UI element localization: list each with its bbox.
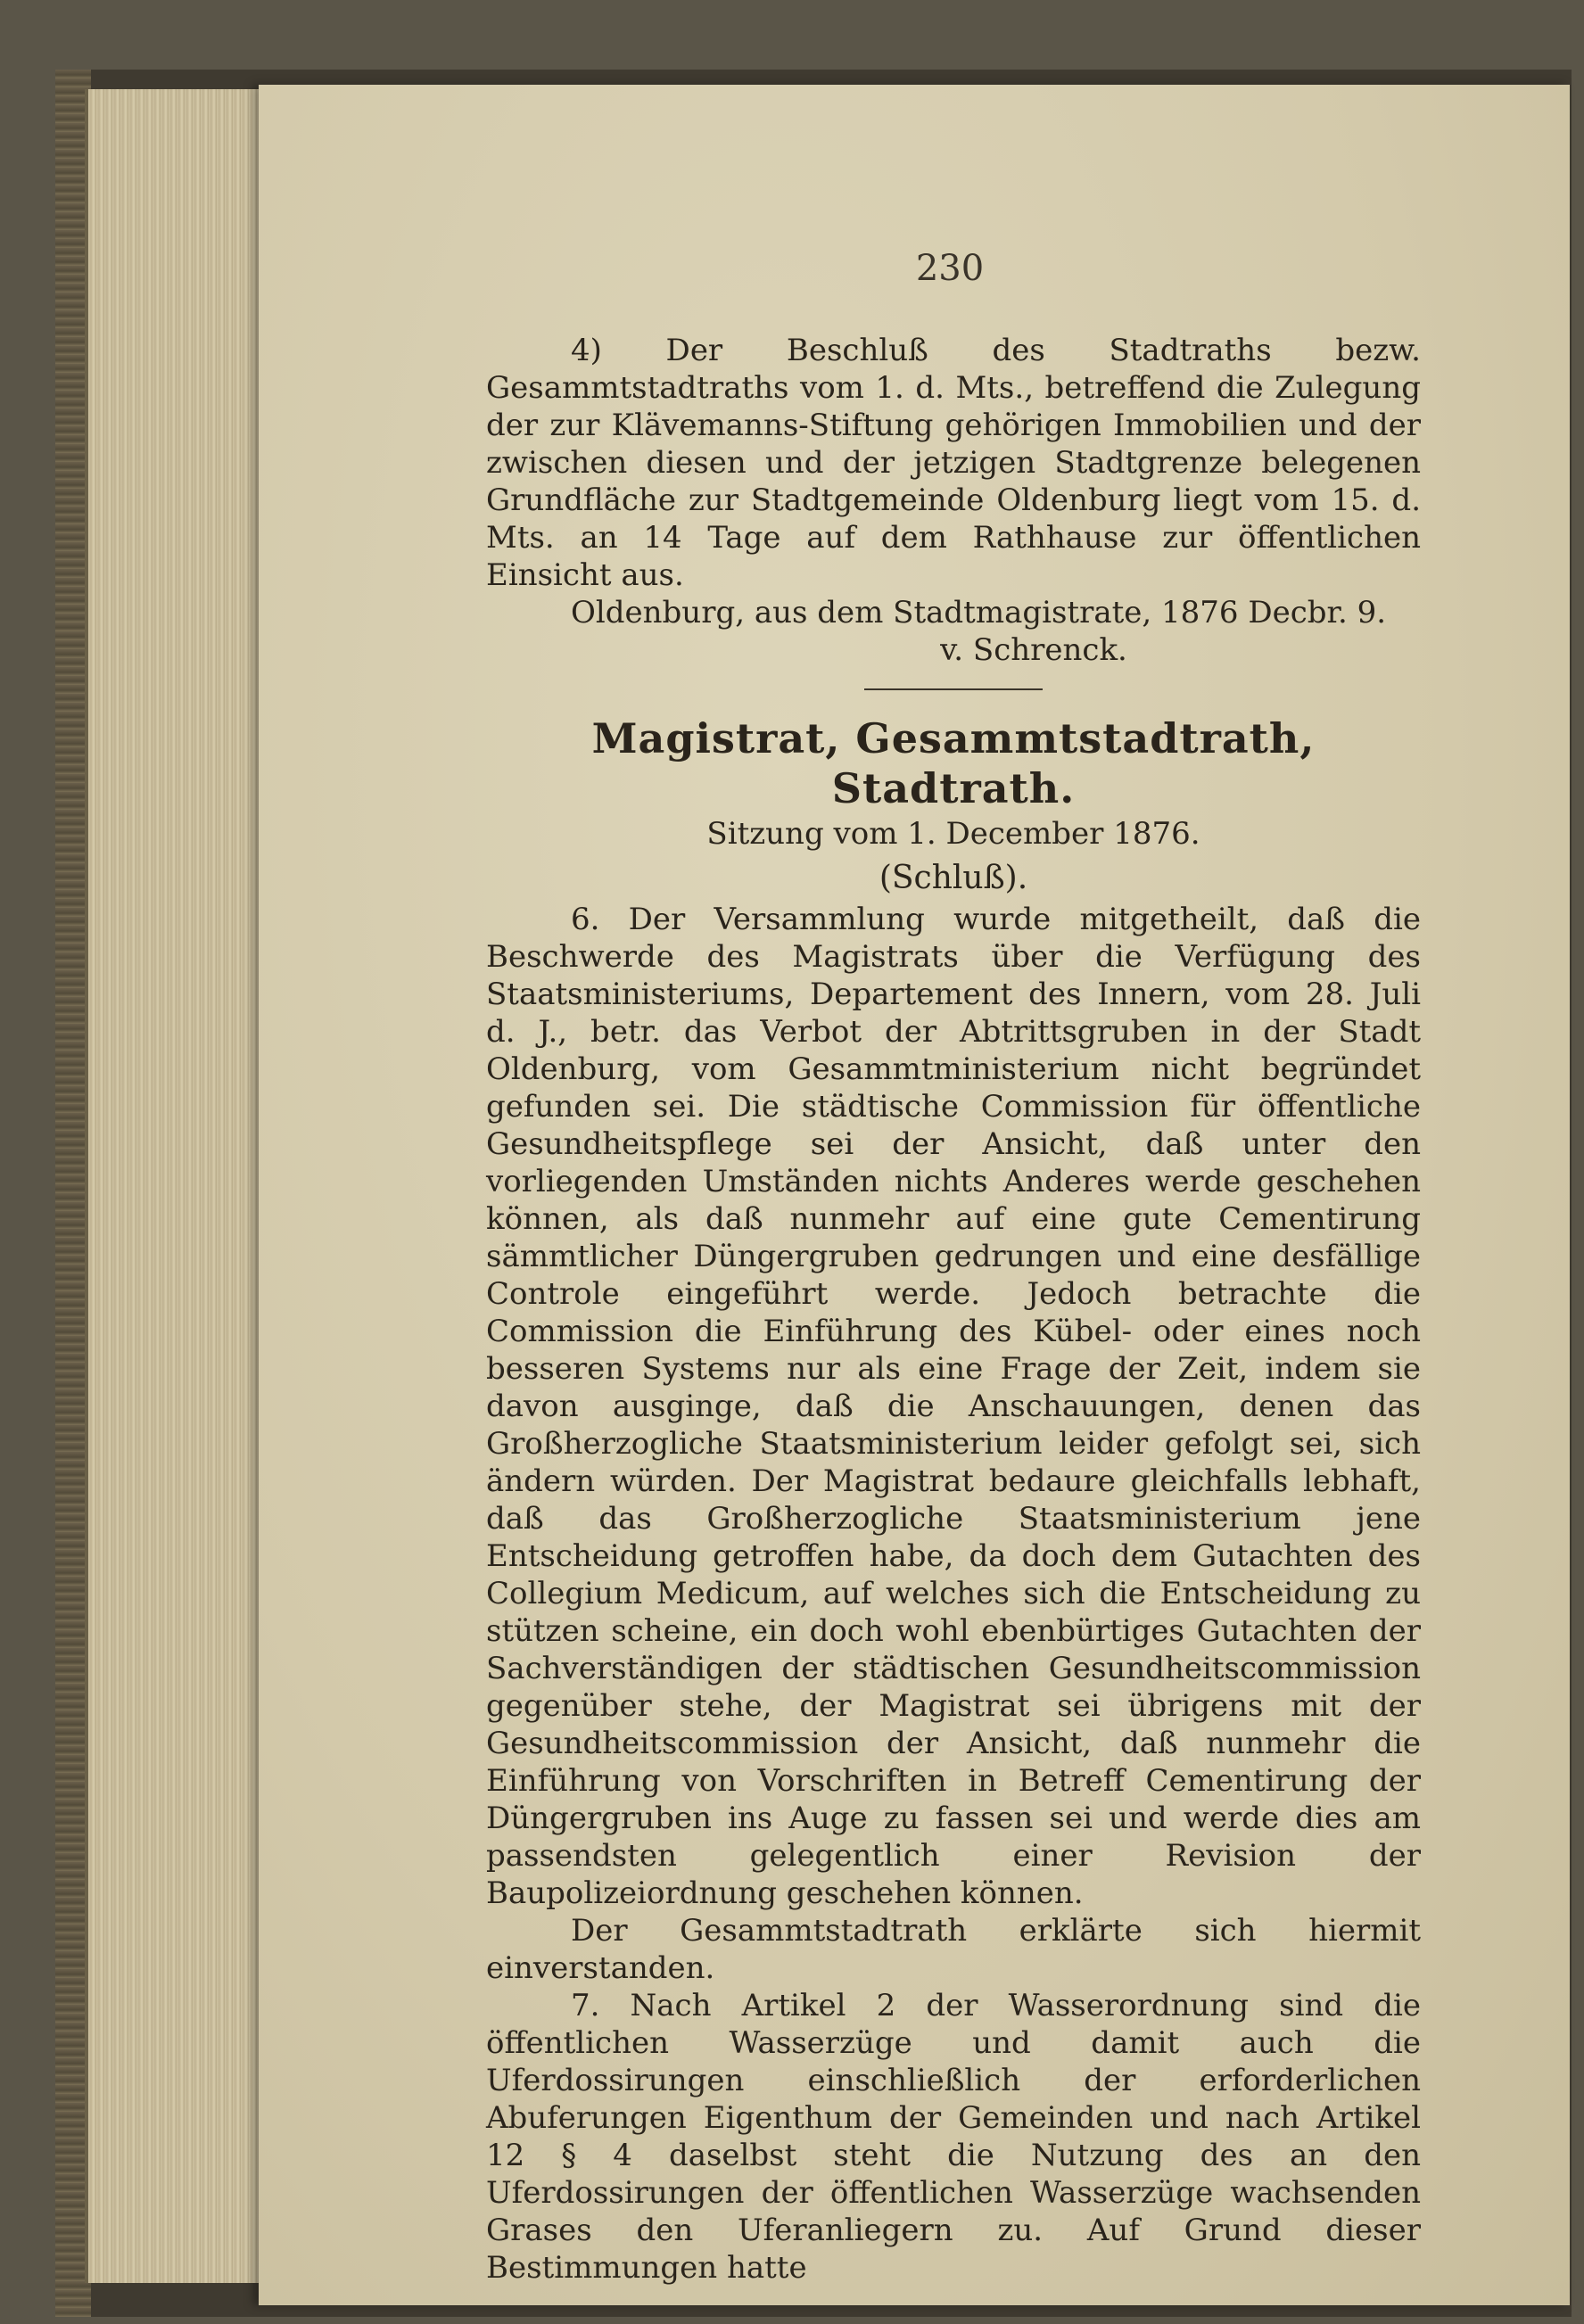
signature: v. Schrenck. [940,632,1127,668]
section-divider [864,688,1043,690]
place-date-line: Oldenburg, aus dem Stadtmagistrate, 1876 Decbr. 9. [571,595,1387,630]
session-date: Sitzung vom 1. December 1876. [706,816,1200,852]
item-7-paragraph: 7. Nach Artikel 2 der Wasserordnung sind die öffentlichen Wasserzüge und damit auch die Uferdossirungen einschließlich der erforderlichen Abuferungen Eigenthum der Gemeinden und nach Artikel 12 § 4 daselbst steht die Nutzung des an den Uferdossirungen der öffentlichen Wasserzüge wachsenden Grases den Uferanliegern zu. Auf Grund dieser Bestimmungen hatte [486,1988,1421,2286]
page-text [486,332,1421,2287]
notice-paragraph: 4) Der Beschluß des Stadtraths bezw. Gesammtstadtraths vom 1. d. Mts., betreffend die Zulegung der zur Klävemanns-Stiftung gehörigen Immobilien und der zwischen diesen und der jetzigen Stadtgrenze belegenen Grundfläche zur Stadtgemeinde Oldenburg liegt vom 15. d. Mts. an 14 Tage auf dem Rathhause zur öffentlichen Einsicht aus. [486,333,1421,593]
section-heading: Magistrat, Gesammtstadtrath, Stadtrath. [591,714,1316,812]
conclusion-marker: (Schluß). [879,860,1028,896]
page-number: 230 [915,248,985,289]
item-6-paragraph: 6. Der Versammlung wurde mitgetheilt, daß die Beschwerde des Magistrats über die Verfügung des Staatsministeriums, Departement des Innern, vom 28. Juli d. J., betr. das Verbot der Abtrittsgruben in der Stadt Oldenburg, vom Gesammtministerium nicht begründet gefunden sei. Die städtische Commission für öffentliche Gesundheitspflege sei der Ansicht, daß unter den vorliegenden Umständen nichts Anderes werde geschehen können, als daß nunmehr auf eine gute Cementirung sämmtlicher Düngergruben gedrungen und eine desfällige Controle eingeführt werde. Jedoch betrachte die Commission die Einführung des Kübel- oder eines noch besseren Systems nur als eine Frage der Zeit, indem sie davon ausginge, daß die Anschauungen, denen das Großherzogliche Staatsministerium leider gefolgt sei, sich ändern würden. Der Magistrat bedaure gleichfalls lebhaft, daß das Großherzogliche Staatsministerium jene Entscheidung getroffen habe, da doch dem Gutachten des Collegium Medicum, auf welches sich die Entscheidung zu stützen scheine, ein doch wohl ebenbürtiges Gutachten der Sachverständigen der städtischen Gesundheitscommission gegenüber stehe, der Magistrat sei übrigens mit der Gesundheitscommission der Ansicht, daß nunmehr die Einführung von Vorschriften in Betreff Cementirung der Düngergruben ins Auge zu fassen sei und werde dies am passendsten gelegentlich einer Revision der Baupolizeiordnung geschehen können. [486,902,1421,1911]
agreement-line: Der Gesammtstadtrath erklärte sich hiermit einverstanden. [486,1913,1421,1986]
